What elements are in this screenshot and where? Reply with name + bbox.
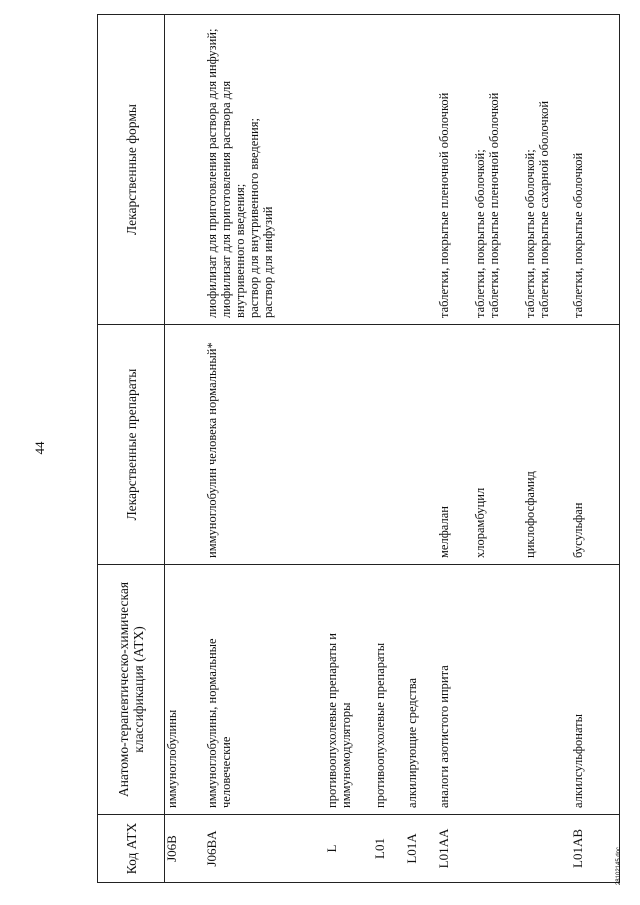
atc-code-cell (473, 815, 523, 883)
classification-cell (523, 565, 571, 815)
dosage-form-line: таблетки, покрытые пленочной оболочкой (486, 92, 501, 318)
table-row (205, 15, 325, 883)
rotated-page-content (97, 15, 585, 883)
dosage-form-line: раствор для инфузий (260, 206, 275, 318)
forms-cell (165, 15, 205, 325)
drug-cell: бусульфан (571, 325, 620, 565)
classification-cell: алкилирующие средства (405, 565, 437, 815)
table-row (373, 15, 405, 883)
dosage-form-line: таблетки, покрытые оболочкой (570, 152, 585, 318)
table-row (165, 15, 205, 883)
table-row (437, 15, 473, 883)
drug-cell (325, 325, 373, 565)
atc-code-cell: J06BA (205, 815, 325, 883)
dosage-form-line: таблетки, покрытые оболочкой; (522, 149, 537, 318)
dosage-form-line: таблетки, покрытые оболочкой; (472, 149, 487, 318)
drug-cell (405, 325, 437, 565)
classification-cell: аналоги азотистого иприта (437, 565, 473, 815)
drug-cell (165, 325, 205, 565)
forms-cell (437, 15, 473, 325)
dosage-form-line: раствор для внутривенного введения; (246, 118, 261, 318)
table-row (473, 15, 523, 883)
forms-cell (473, 15, 523, 325)
classification-cell: иммуноглобулины, нормальные человеческие (205, 565, 325, 815)
dosage-form-line: таблетки, покрытые пленочной оболочкой (436, 92, 451, 318)
drug-cell: циклофосфамид (523, 325, 571, 565)
atc-code-cell: L (325, 815, 373, 883)
forms-cell (325, 15, 373, 325)
page-number: 44 (32, 441, 47, 455)
drug-cell (373, 325, 405, 565)
classification-cell: алкилсульфонаты (571, 565, 620, 815)
table-row (571, 15, 620, 883)
table-row (405, 15, 437, 883)
drug-cell: иммуноглобулин человека нормальный* (205, 325, 325, 565)
atc-code-cell: L01A (405, 815, 437, 883)
classification-cell: иммуноглобулины (165, 565, 205, 815)
classification-cell: противоопухолевые препараты (373, 565, 405, 815)
header-atc-classification: Анатомо-терапевтическо-химическая классификация (АТХ) (98, 565, 165, 815)
atc-code-cell (523, 815, 571, 883)
dosage-form-line: лиофилизат для приготовления раствора для инфузий; (204, 28, 219, 318)
drug-cell: хлорамбуцил (473, 325, 523, 565)
drug-cell: мелфалан (437, 325, 473, 565)
header-atc-code: Код АТХ (98, 815, 165, 883)
classification-cell (473, 565, 523, 815)
dosage-form-line: таблетки, покрытые сахарной оболочкой (536, 100, 551, 318)
atc-code-cell: J06B (165, 815, 205, 883)
forms-cell (373, 15, 405, 325)
atc-code-cell: L01AB (571, 815, 620, 883)
table-row (325, 15, 373, 883)
header-drugs: Лекарственные препараты (98, 325, 165, 565)
dosage-form-line: лиофилизат для приготовления раствора для внутривенного введения; (218, 80, 247, 318)
document-file-code: 28102145.doc (616, 846, 622, 886)
forms-cell (523, 15, 571, 325)
table-header-row (98, 15, 165, 883)
table-row (523, 15, 571, 883)
forms-cell (405, 15, 437, 325)
forms-cell (205, 15, 325, 325)
atc-code-cell: L01AA (437, 815, 473, 883)
atc-code-cell: L01 (373, 815, 405, 883)
atc-table (97, 14, 620, 883)
header-dosage-forms: Лекарственные формы (98, 15, 165, 325)
classification-cell: противоопухолевые препараты и иммуномодуляторы (325, 565, 373, 815)
forms-cell (571, 15, 620, 325)
